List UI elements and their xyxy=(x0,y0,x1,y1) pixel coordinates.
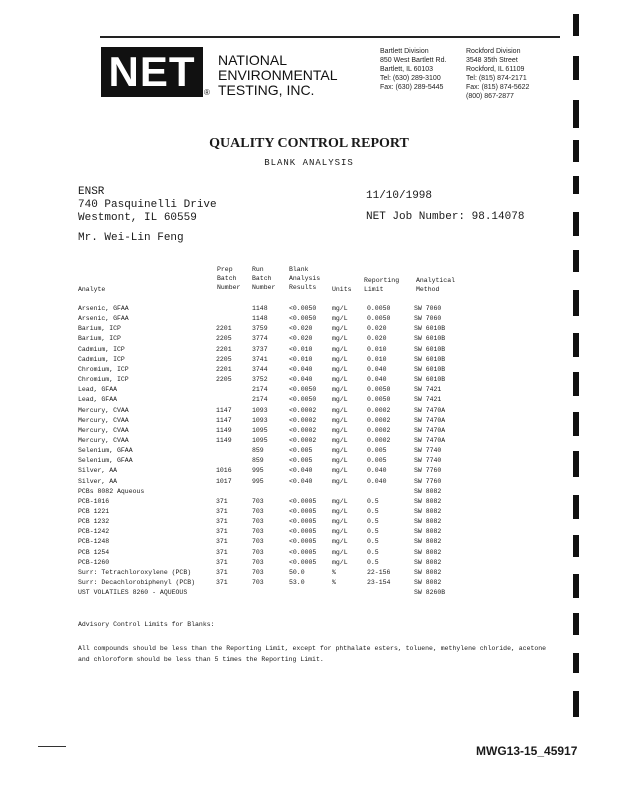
cell-run-batch: 3774 xyxy=(252,335,268,343)
cell-units: mg/L xyxy=(332,467,348,475)
cell-run-batch: 859 xyxy=(252,457,264,465)
cell-blank-result: <0.0050 xyxy=(289,396,317,404)
cell-blank-result: <0.005 xyxy=(289,457,313,465)
cell-run-batch: 1095 xyxy=(252,426,268,434)
table-row xyxy=(0,335,618,345)
table-row xyxy=(0,346,618,356)
header-analytical-method xyxy=(416,276,455,294)
cell-blank-result: 53.0 xyxy=(289,579,305,587)
cell-run-batch: 3752 xyxy=(252,376,268,384)
table-row xyxy=(0,407,618,417)
table-row xyxy=(0,478,618,488)
cell-units: mg/L xyxy=(332,538,348,546)
cell-analyte: PCB 1232 xyxy=(78,518,110,526)
cell-reporting-limit: 0.0050 xyxy=(367,305,391,312)
cell-analyte: Mercury, CVAA xyxy=(78,426,129,434)
address-line: Rockford Division xyxy=(466,48,521,55)
scan-mark xyxy=(573,56,579,80)
cell-analyte: Arsenic, GFAA xyxy=(78,305,129,312)
cell-run-batch: 703 xyxy=(252,497,264,505)
cell-units: mg/L xyxy=(332,436,348,444)
cell-reporting-limit: 0.0002 xyxy=(367,406,391,414)
cell-analyte: Mercury, CVAA xyxy=(78,406,129,414)
cell-units: mg/L xyxy=(332,386,348,394)
scan-mark xyxy=(573,574,579,598)
scan-mark xyxy=(573,250,579,272)
cell-reporting-limit: 0.5 xyxy=(367,497,379,505)
cell-run-batch: 1148 xyxy=(252,305,268,312)
cell-blank-result: <0.0005 xyxy=(289,548,317,556)
advisory-title: Advisory Control Limits for Blanks: xyxy=(78,621,215,628)
cell-prep-batch: 1147 xyxy=(216,416,232,424)
cell-units: mg/L xyxy=(332,355,348,363)
cell-analyte: Barium, ICP xyxy=(78,325,121,333)
cell-method: SW 7470A xyxy=(414,416,446,424)
address-line: Fax: (630) 289-5445 xyxy=(380,84,444,91)
cell-blank-result: <0.0002 xyxy=(289,416,317,424)
cell-method: SW 6010B xyxy=(414,325,446,333)
address-line: Bartlett, IL 60103 xyxy=(380,66,434,73)
cell-reporting-limit: 0.0050 xyxy=(367,315,391,323)
cell-blank-result: <0.0002 xyxy=(289,406,317,414)
cell-units: mg/L xyxy=(332,406,348,414)
cell-run-batch: 703 xyxy=(252,518,264,526)
header-line: Results xyxy=(289,284,317,291)
header-line: Limit xyxy=(364,286,384,293)
footer-rule xyxy=(38,746,66,747)
cell-run-batch: 1095 xyxy=(252,436,268,444)
cell-method: SW 7470A xyxy=(414,426,446,434)
cell-blank-result: <0.040 xyxy=(289,365,313,373)
cell-blank-result: <0.0005 xyxy=(289,508,317,515)
cell-reporting-limit: 0.5 xyxy=(367,538,379,546)
cell-units: mg/L xyxy=(332,518,348,526)
header-line: Number xyxy=(252,284,276,291)
cell-prep-batch: 2201 xyxy=(216,325,232,333)
address-line: Tel: (815) 874-2171 xyxy=(466,75,527,82)
cell-reporting-limit: 0.5 xyxy=(367,508,379,515)
table-row xyxy=(0,488,618,498)
cell-reporting-limit: 0.020 xyxy=(367,335,387,343)
net-logo: NET xyxy=(101,47,203,97)
table-row xyxy=(0,457,618,467)
cell-reporting-limit: 0.0002 xyxy=(367,426,391,434)
registered-mark: ® xyxy=(204,88,210,97)
cell-units: mg/L xyxy=(332,416,348,424)
cell-method: SW 6010B xyxy=(414,345,446,353)
cell-units: mg/L xyxy=(332,376,348,384)
cell-reporting-limit: 0.010 xyxy=(367,355,387,363)
table-row xyxy=(0,427,618,437)
cell-prep-batch: 371 xyxy=(216,497,228,505)
table-row xyxy=(0,315,618,325)
header-blank-results xyxy=(289,265,320,292)
cell-prep-batch: 2201 xyxy=(216,365,232,373)
table-row xyxy=(0,437,618,447)
cell-blank-result: <0.0005 xyxy=(289,497,317,505)
cell-analyte: Cadmium, ICP xyxy=(78,345,125,353)
cell-prep-batch: 2205 xyxy=(216,335,232,343)
table-row xyxy=(0,518,618,528)
cell-reporting-limit: 0.020 xyxy=(367,325,387,333)
cell-prep-batch: 1149 xyxy=(216,436,232,444)
table-row xyxy=(0,417,618,427)
cell-method: SW 8082 xyxy=(414,548,442,556)
cell-reporting-limit: 0.040 xyxy=(367,365,387,373)
cell-reporting-limit: 0.040 xyxy=(367,467,387,475)
cell-analyte: UST VOLATILES 8260 - AQUEOUS xyxy=(78,589,188,597)
cell-reporting-limit: 0.010 xyxy=(367,345,387,353)
cell-reporting-limit: 0.5 xyxy=(367,528,379,536)
cell-blank-result: 50.0 xyxy=(289,568,305,576)
cell-units: mg/L xyxy=(332,508,348,515)
table-row xyxy=(0,467,618,477)
cell-analyte: Silver, AA xyxy=(78,477,118,485)
cell-reporting-limit: 0.5 xyxy=(367,548,379,556)
table-row xyxy=(0,498,618,508)
cell-method: SW 8082 xyxy=(414,518,442,526)
cell-run-batch: 1148 xyxy=(252,315,268,323)
scan-mark xyxy=(573,372,579,396)
cell-method: SW 6010B xyxy=(414,376,446,384)
cell-blank-result: <0.010 xyxy=(289,355,313,363)
scan-mark xyxy=(573,535,579,557)
cell-blank-result: <0.0005 xyxy=(289,558,317,566)
cell-units: mg/L xyxy=(332,497,348,505)
cell-units: % xyxy=(332,568,336,576)
scan-mark xyxy=(573,333,579,357)
table-row xyxy=(0,559,618,569)
cell-prep-batch: 371 xyxy=(216,548,228,556)
cell-units: mg/L xyxy=(332,305,348,312)
cell-analyte: Lead, GFAA xyxy=(78,386,118,394)
cell-units: mg/L xyxy=(332,548,348,556)
cell-method: SW 7060 xyxy=(414,305,442,312)
cell-prep-batch: 371 xyxy=(216,538,228,546)
report-subtitle: BLANK ANALYSIS xyxy=(264,158,354,168)
cell-analyte: Arsenic, GFAA xyxy=(78,315,129,323)
header-line: Analytical xyxy=(416,277,456,284)
cell-run-batch: 3737 xyxy=(252,345,268,353)
cell-blank-result: <0.010 xyxy=(289,345,313,353)
cell-method: SW 8082 xyxy=(414,568,442,576)
cell-reporting-limit: 0.5 xyxy=(367,518,379,526)
cell-units: mg/L xyxy=(332,396,348,404)
cell-units: mg/L xyxy=(332,365,348,373)
cell-method: SW 8082 xyxy=(414,508,442,515)
cell-analyte: Selenium, GFAA xyxy=(78,447,133,455)
cell-blank-result: <0.020 xyxy=(289,325,313,333)
cell-run-batch: 995 xyxy=(252,477,264,485)
address-line: 3548 35th Street xyxy=(466,57,518,64)
cell-method: SW 6010B xyxy=(414,335,446,343)
cell-run-batch: 703 xyxy=(252,508,264,515)
cell-units: mg/L xyxy=(332,447,348,455)
cell-reporting-limit: 0.0002 xyxy=(367,416,391,424)
cell-method: SW 6010B xyxy=(414,355,446,363)
address-line: (800) 867-2877 xyxy=(466,93,514,100)
scan-mark xyxy=(573,176,579,194)
cell-method: SW 8082 xyxy=(414,579,442,587)
cell-analyte: Barium, ICP xyxy=(78,335,121,343)
table-row xyxy=(0,538,618,548)
cell-method: SW 7740 xyxy=(414,457,442,465)
cell-prep-batch: 371 xyxy=(216,558,228,566)
cell-prep-batch: 371 xyxy=(216,579,228,587)
cell-prep-batch: 371 xyxy=(216,518,228,526)
cell-run-batch: 3759 xyxy=(252,325,268,333)
cell-blank-result: <0.040 xyxy=(289,376,313,384)
cell-reporting-limit: 0.0050 xyxy=(367,386,391,394)
cell-prep-batch: 1147 xyxy=(216,406,232,414)
cell-analyte: PCBs 8082 Aqueous xyxy=(78,487,145,495)
cell-blank-result: <0.020 xyxy=(289,335,313,343)
cell-method: SW 8082 xyxy=(414,558,442,566)
cell-method: SW 7060 xyxy=(414,315,442,323)
header-line: Number xyxy=(217,284,241,291)
cell-method: SW 7760 xyxy=(414,467,442,475)
cell-analyte: Selenium, GFAA xyxy=(78,457,133,465)
cell-blank-result: <0.0050 xyxy=(289,305,317,312)
company-line: NATIONAL xyxy=(218,52,287,68)
cell-run-batch: 703 xyxy=(252,568,264,576)
cell-method: SW 8082 xyxy=(414,497,442,505)
header-line: Run xyxy=(252,266,264,273)
cell-blank-result: <0.005 xyxy=(289,447,313,455)
table-row xyxy=(0,508,618,518)
cell-prep-batch: 371 xyxy=(216,528,228,536)
cell-blank-result: <0.0002 xyxy=(289,426,317,434)
cell-run-batch: 2174 xyxy=(252,386,268,394)
cell-prep-batch: 371 xyxy=(216,568,228,576)
report-title: QUALITY CONTROL REPORT xyxy=(209,136,409,151)
attention-line: Mr. Wei-Lin Feng xyxy=(78,232,184,244)
cell-blank-result: <0.0002 xyxy=(289,436,317,444)
cell-run-batch: 703 xyxy=(252,558,264,566)
cell-analyte: Mercury, CVAA xyxy=(78,416,129,424)
header-reporting-limit xyxy=(364,276,399,294)
report-date: 11/10/1998 xyxy=(366,190,433,202)
client-line: 740 Pasquinelli Drive xyxy=(78,199,217,211)
cell-prep-batch: 1017 xyxy=(216,477,232,485)
scan-mark xyxy=(573,691,579,717)
cell-method: SW 7421 xyxy=(414,396,442,404)
cell-reporting-limit: 0.040 xyxy=(367,376,387,384)
cell-analyte: PCB-1242 xyxy=(78,528,110,536)
scan-mark xyxy=(573,290,579,316)
header-line: Prep xyxy=(217,266,233,273)
header-line: Batch xyxy=(252,275,272,282)
cell-method: SW 8082 xyxy=(414,528,442,536)
cell-reporting-limit: 0.5 xyxy=(367,558,379,566)
cell-run-batch: 3744 xyxy=(252,365,268,373)
cell-analyte: Lead, GFAA xyxy=(78,396,118,404)
table-row xyxy=(0,376,618,386)
cell-analyte: Cadmium, ICP xyxy=(78,355,125,363)
header-prep-batch xyxy=(217,265,240,292)
scan-mark xyxy=(573,653,579,673)
scan-mark xyxy=(573,140,579,162)
table-row xyxy=(0,356,618,366)
cell-method: SW 8082 xyxy=(414,487,442,495)
scan-mark xyxy=(573,613,579,635)
cell-prep-batch: 2205 xyxy=(216,376,232,384)
cell-blank-result: <0.0005 xyxy=(289,518,317,526)
scan-mark xyxy=(573,14,579,36)
cell-run-batch: 703 xyxy=(252,548,264,556)
header-analyte: Analyte xyxy=(78,286,106,293)
cell-run-batch: 995 xyxy=(252,467,264,475)
scan-mark xyxy=(573,495,579,519)
cell-reporting-limit: 22-156 xyxy=(367,568,391,576)
address-line: Bartlett Division xyxy=(380,48,429,55)
cell-analyte: Mercury, CVAA xyxy=(78,436,129,444)
rockford-address xyxy=(466,47,529,101)
address-line: Fax: (815) 874-5622 xyxy=(466,84,530,91)
cell-reporting-limit: 0.040 xyxy=(367,477,387,485)
cell-units: % xyxy=(332,579,336,587)
header-line: Method xyxy=(416,286,440,293)
company-line: ENVIRONMENTAL xyxy=(218,67,338,83)
scan-mark xyxy=(573,212,579,236)
cell-blank-result: <0.0005 xyxy=(289,528,317,536)
cell-units: mg/L xyxy=(332,477,348,485)
cell-reporting-limit: 0.005 xyxy=(367,457,387,465)
cell-analyte: Surr: Decachlorobiphenyl (PCB) xyxy=(78,579,196,587)
table-row xyxy=(0,396,618,406)
letterhead-rule xyxy=(100,36,560,38)
cell-reporting-limit: 23-154 xyxy=(367,579,391,587)
table-row xyxy=(0,325,618,335)
cell-units: mg/L xyxy=(332,325,348,333)
cell-prep-batch: 371 xyxy=(216,508,228,515)
job-number: NET Job Number: 98.14078 xyxy=(366,211,525,223)
scan-mark xyxy=(573,100,579,128)
cell-method: SW 7740 xyxy=(414,447,442,455)
header-line: Blank xyxy=(289,266,309,273)
cell-reporting-limit: 0.0002 xyxy=(367,436,391,444)
cell-run-batch: 2174 xyxy=(252,396,268,404)
client-line: ENSR xyxy=(78,186,105,198)
bartlett-address xyxy=(380,47,446,92)
cell-analyte: Chromium, ICP xyxy=(78,365,129,373)
cell-method: SW 8082 xyxy=(414,538,442,546)
cell-blank-result: <0.040 xyxy=(289,477,313,485)
cell-method: SW 7470A xyxy=(414,406,446,414)
cell-analyte: PCB 1254 xyxy=(78,548,110,556)
header-run-batch xyxy=(252,265,275,292)
cell-analyte: Surr: Tetrachloroxylene (PCB) xyxy=(78,568,192,576)
cell-units: mg/L xyxy=(332,426,348,434)
cell-units: mg/L xyxy=(332,345,348,353)
cell-prep-batch: 1149 xyxy=(216,426,232,434)
client-address xyxy=(78,186,217,225)
cell-analyte: PCB-1016 xyxy=(78,497,110,505)
cell-units: mg/L xyxy=(332,315,348,323)
table-row xyxy=(0,589,618,599)
cell-run-batch: 703 xyxy=(252,538,264,546)
cell-blank-result: <0.040 xyxy=(289,467,313,475)
table-row xyxy=(0,386,618,396)
cell-blank-result: <0.0005 xyxy=(289,538,317,546)
cell-run-batch: 3741 xyxy=(252,355,268,363)
cell-blank-result: <0.0050 xyxy=(289,315,317,323)
cell-analyte: PCB 1221 xyxy=(78,508,110,515)
cell-prep-batch: 2201 xyxy=(216,345,232,353)
cell-blank-result: <0.0050 xyxy=(289,386,317,394)
cell-analyte: Silver, AA xyxy=(78,467,118,475)
cell-units: mg/L xyxy=(332,457,348,465)
cell-units: mg/L xyxy=(332,335,348,343)
cell-prep-batch: 2205 xyxy=(216,355,232,363)
cell-method: SW 7421 xyxy=(414,386,442,394)
client-line: Westmont, IL 60559 xyxy=(78,212,197,224)
address-line: Tel: (630) 289-3100 xyxy=(380,75,441,82)
cell-analyte: Chromium, ICP xyxy=(78,376,129,384)
cell-reporting-limit: 0.0050 xyxy=(367,396,391,404)
advisory-text: All compounds should be less than the Reporting Limit, except for phthalate esters, toluene, methylene chloride, acetone and chloroform should be less than 5 times the Reporting Limit. xyxy=(78,645,547,663)
table-row xyxy=(0,528,618,538)
cell-run-batch: 859 xyxy=(252,447,264,455)
cell-analyte: PCB-1248 xyxy=(78,538,110,546)
cell-run-batch: 703 xyxy=(252,579,264,587)
cell-run-batch: 1093 xyxy=(252,416,268,424)
cell-reporting-limit: 0.005 xyxy=(367,447,387,455)
table-row xyxy=(0,305,618,315)
document-id: MWG13-15_45917 xyxy=(476,744,578,758)
address-line: 850 West Bartlett Rd. xyxy=(380,57,447,64)
table-row xyxy=(0,569,618,579)
table-row xyxy=(0,579,618,589)
table-row xyxy=(0,549,618,559)
cell-run-batch: 1093 xyxy=(252,406,268,414)
header-line: Reporting xyxy=(364,277,400,284)
cell-method: SW 7470A xyxy=(414,436,446,444)
cell-prep-batch: 1016 xyxy=(216,467,232,475)
cell-method: SW 6010B xyxy=(414,365,446,373)
cell-run-batch: 703 xyxy=(252,528,264,536)
scan-mark xyxy=(573,412,579,436)
scan-mark xyxy=(573,451,579,477)
cell-units: mg/L xyxy=(332,528,348,536)
address-line: Rockford, IL 61109 xyxy=(466,66,525,73)
header-line: Analysis xyxy=(289,275,321,282)
company-name xyxy=(218,53,338,98)
header-units: Units xyxy=(332,286,352,293)
header-line: Batch xyxy=(217,275,237,282)
cell-analyte: PCB-1260 xyxy=(78,558,110,566)
cell-units: mg/L xyxy=(332,558,348,566)
cell-method: SW 8260B xyxy=(414,589,446,597)
table-row xyxy=(0,447,618,457)
cell-method: SW 7760 xyxy=(414,477,442,485)
company-line: TESTING, INC. xyxy=(218,82,315,98)
table-row xyxy=(0,366,618,376)
